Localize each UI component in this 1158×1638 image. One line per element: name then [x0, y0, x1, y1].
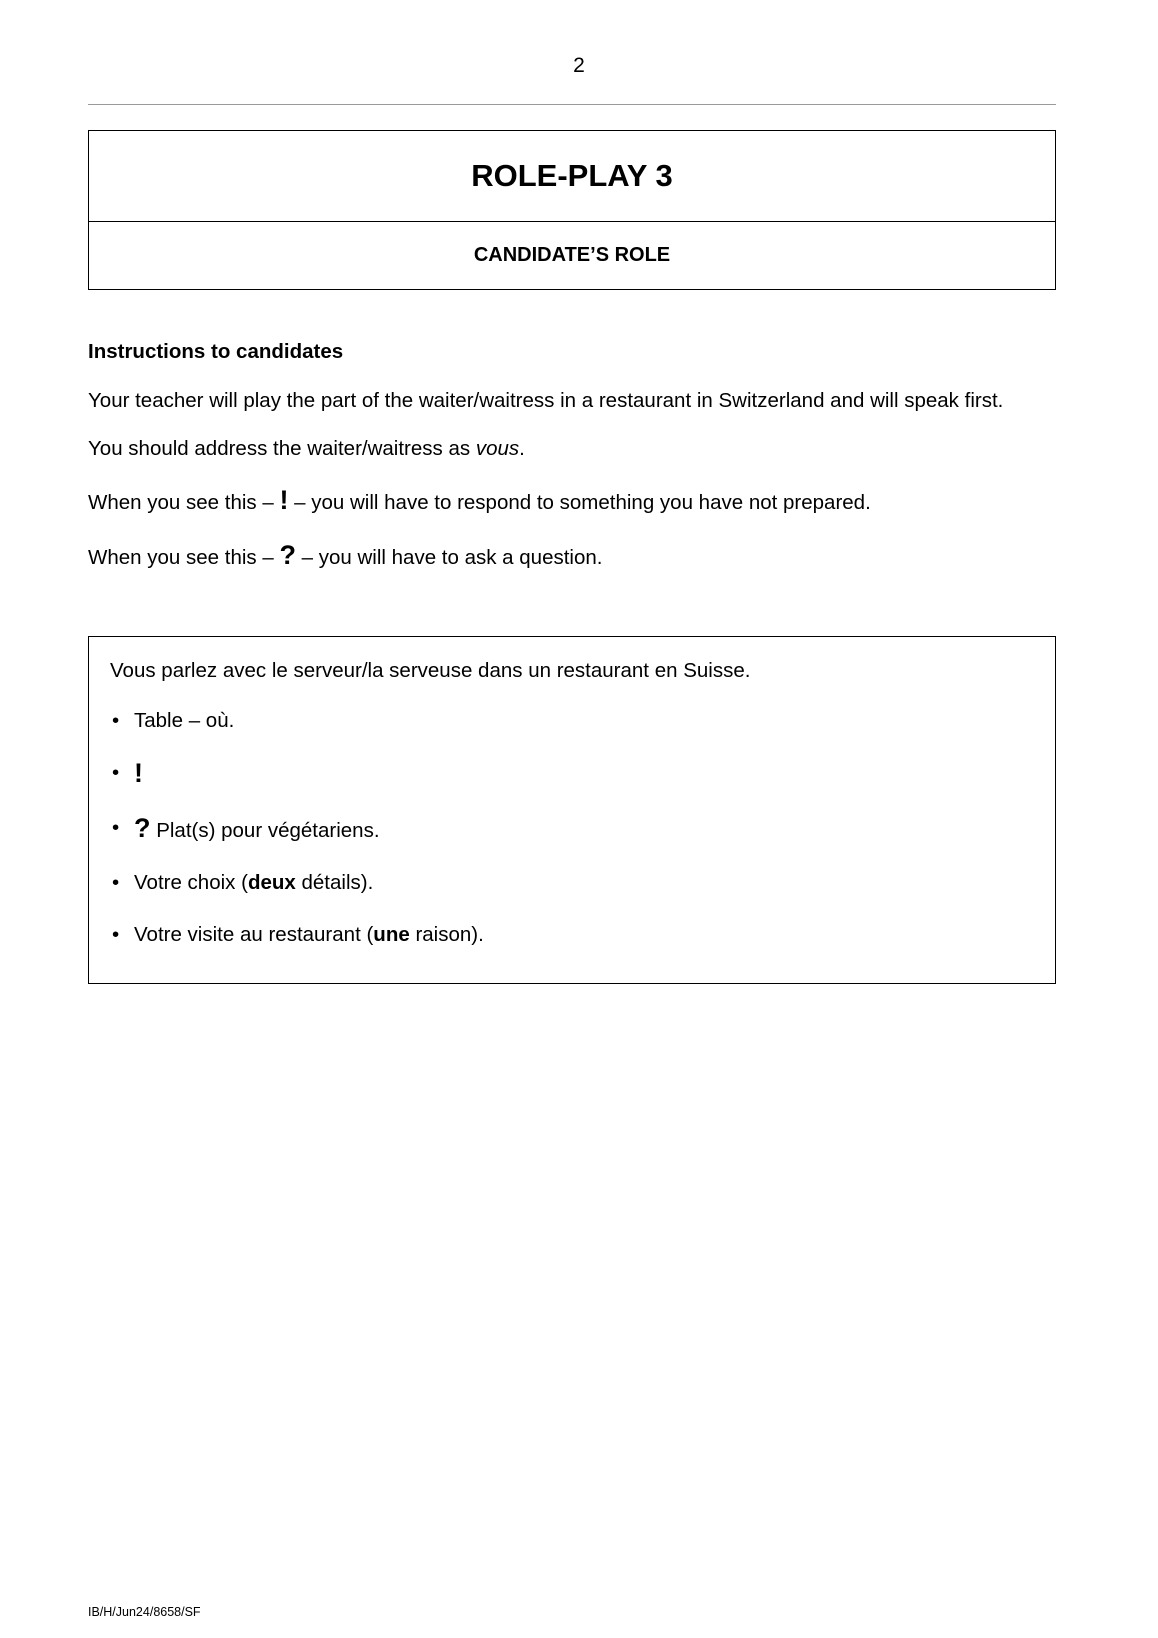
instruction-line-address: [88, 437, 1078, 461]
instruction-text: – you will have to ask a question.: [295, 546, 603, 569]
instruction-line-unprepared: [88, 485, 1078, 516]
instructions-section: [88, 340, 1078, 595]
bullet-bold-word: une: [373, 923, 410, 946]
title-box: [88, 130, 1056, 290]
footer-reference: IB/H/Jun24/8658/SF: [88, 1605, 201, 1619]
task-bullet-list: [110, 707, 484, 973]
bullet-text: Votre choix (: [134, 871, 248, 894]
question-symbol: ?: [279, 540, 296, 570]
instruction-text: You should address the waiter/waitress as: [88, 437, 476, 460]
bullet-bold-word: deux: [247, 871, 296, 894]
bullet-text: détails).: [295, 871, 374, 894]
exclamation-symbol: !: [279, 485, 289, 515]
page-title: ROLE-PLAY 3: [89, 131, 1055, 222]
instructions-heading: Instructions to candidates: [88, 340, 344, 363]
instruction-line-question: [88, 540, 1078, 571]
instruction-text: .: [519, 437, 525, 460]
page-number: 2: [573, 54, 585, 77]
task-bullet-vegetarian: [110, 814, 484, 842]
bullet-text: raison).: [409, 923, 484, 946]
instruction-text: When you see this –: [88, 546, 280, 569]
task-intro: Vous parlez avec le serveur/la serveuse dans un restaurant en Suisse.: [110, 659, 751, 682]
task-bullet-choice: [110, 869, 484, 897]
instruction-text: When you see this –: [88, 491, 280, 514]
task-bullet-visit: [110, 921, 484, 949]
exclamation-symbol: !: [134, 758, 143, 788]
role-play-task-box: [88, 636, 1056, 984]
header-divider: [88, 104, 1056, 105]
instruction-line-teacher-role: Your teacher will play the part of the waiter/waitress in a restaurant in Switzerland and will speak first.: [88, 389, 1004, 412]
bullet-text: Plat(s) pour végétariens.: [150, 819, 380, 842]
bullet-text: Table – où.: [134, 709, 235, 732]
task-bullet-unprepared: [110, 759, 484, 787]
page-subtitle: CANDIDATE’S ROLE: [473, 244, 671, 266]
instruction-italic-word: vous: [475, 437, 520, 460]
instruction-text: – you will have to respond to something you have not prepared.: [288, 491, 871, 514]
task-bullet-table: [110, 707, 484, 735]
question-symbol: ?: [134, 813, 151, 843]
bullet-text: Votre visite au restaurant (: [134, 923, 374, 946]
